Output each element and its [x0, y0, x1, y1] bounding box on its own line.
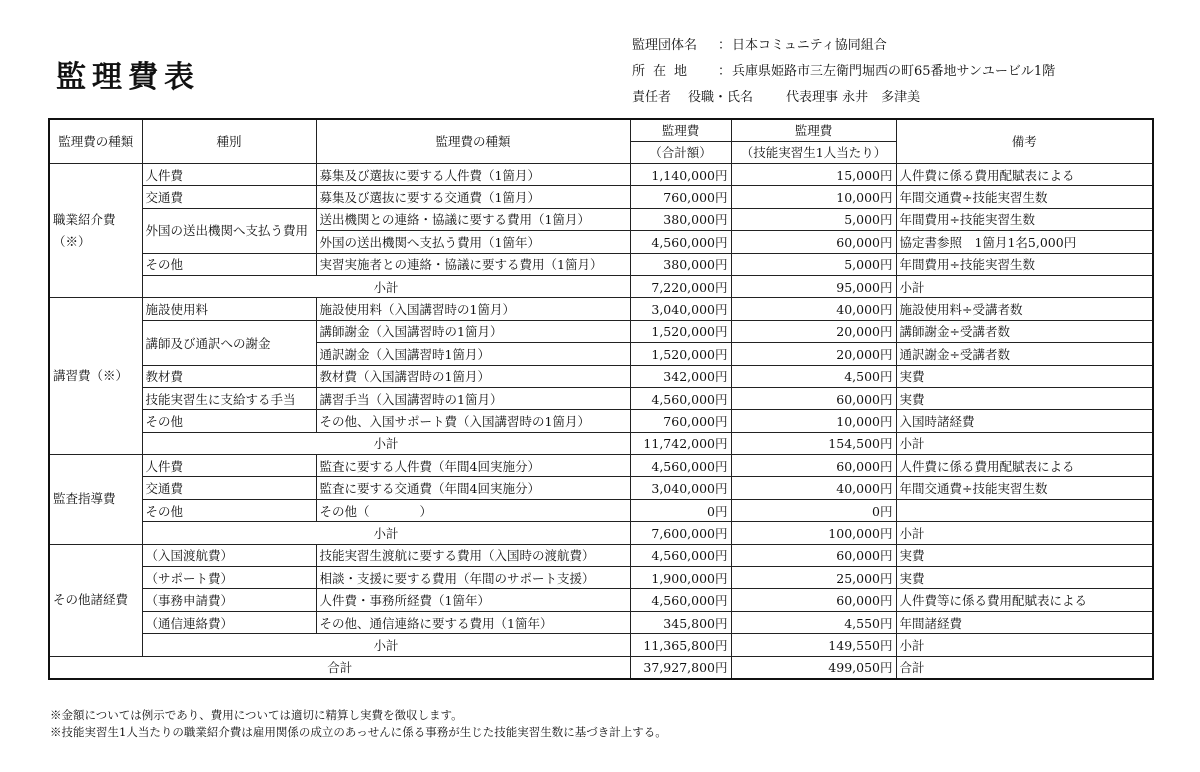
type-cell: その他 [142, 499, 316, 521]
total-cell: 760,000円 [630, 186, 731, 208]
per-cell: 60,000円 [731, 455, 896, 477]
kind-cell: 送出機関との連絡・協議に要する費用（1箇月） [316, 208, 630, 230]
type-cell: 外国の送出機関へ支払う費用 [142, 208, 316, 253]
table-row [49, 567, 1153, 589]
total-cell: 380,000円 [630, 253, 731, 275]
total-cell: 4,560,000円 [630, 231, 731, 253]
table-row [49, 320, 1153, 342]
header-per-person: 監理費 [731, 119, 896, 142]
address-label: 所在地 [632, 64, 696, 79]
note-cell: 人件費に係る費用配賦表による [896, 164, 1153, 186]
note-cell: 実費 [896, 544, 1153, 566]
note-cell: 年間諸経費 [896, 611, 1153, 633]
per-cell: 60,000円 [731, 544, 896, 566]
footnote: ※金額については例示であり、費用については適切に精算し実費を徴収します。 [50, 708, 463, 722]
table-row [49, 208, 1153, 230]
table-row [49, 455, 1153, 477]
total-cell: 1,520,000円 [630, 343, 731, 365]
table-row [49, 477, 1153, 499]
note-cell: 実費 [896, 365, 1153, 387]
total-cell: 342,000円 [630, 365, 731, 387]
responsible-role: 代表理事 [786, 90, 839, 105]
per-cell: 15,000円 [731, 164, 896, 186]
total-cell: 4,560,000円 [630, 544, 731, 566]
note-cell: 年間費用÷技能実習生数 [896, 253, 1153, 275]
subtotal-row [49, 634, 1153, 656]
total-cell: 3,040,000円 [630, 298, 731, 320]
total-cell: 4,560,000円 [630, 387, 731, 409]
type-cell: 人件費 [142, 455, 316, 477]
note-cell [896, 499, 1153, 521]
header-total-sub: （合計額） [630, 142, 731, 164]
kind-cell: 募集及び選抜に要する交通費（1箇月） [316, 186, 630, 208]
kind-cell: 実習実施者との連絡・協議に要する費用（1箇月） [316, 253, 630, 275]
per-cell: 60,000円 [731, 231, 896, 253]
type-cell: 交通費 [142, 477, 316, 499]
note-cell: 入国時諸経費 [896, 410, 1153, 432]
per-cell: 40,000円 [731, 477, 896, 499]
subtotal-note: 小計 [896, 432, 1153, 454]
type-cell: 技能実習生に支給する手当 [142, 387, 316, 409]
note-cell: 通訳謝金÷受講者数 [896, 343, 1153, 365]
responsible-name: 永井 多津美 [842, 90, 921, 105]
table-row [49, 387, 1153, 409]
kind-cell: その他（ ） [316, 499, 630, 521]
grand-total-total: 37,927,800円 [630, 656, 731, 679]
type-cell: （事務申請費） [142, 589, 316, 611]
note-cell: 実費 [896, 567, 1153, 589]
note-cell: 施設使用料÷受講者数 [896, 298, 1153, 320]
total-cell: 1,520,000円 [630, 320, 731, 342]
subtotal-row [49, 522, 1153, 544]
kind-cell: 通訳謝金（入国講習時1箇月） [316, 343, 630, 365]
total-cell: 0円 [630, 499, 731, 521]
subtotal-label: 小計 [142, 432, 630, 454]
grand-total-label: 合計 [49, 656, 630, 679]
note-cell: 年間交通費÷技能実習生数 [896, 186, 1153, 208]
type-cell: （サポート費） [142, 567, 316, 589]
per-cell: 4,550円 [731, 611, 896, 633]
org-name-value: 日本コミュニティ協同組合 [732, 38, 887, 53]
type-cell: その他 [142, 253, 316, 275]
total-cell: 1,900,000円 [630, 567, 731, 589]
per-cell: 40,000円 [731, 298, 896, 320]
header-note: 備考 [896, 119, 1153, 164]
subtotal-label: 小計 [142, 634, 630, 656]
kind-cell: 相談・支援に要する費用（年間のサポート支援） [316, 567, 630, 589]
subtotal-label: 小計 [142, 522, 630, 544]
per-cell: 10,000円 [731, 186, 896, 208]
type-cell: （入国渡航費） [142, 544, 316, 566]
org-name-label: 監理団体名 [632, 38, 698, 53]
per-cell: 60,000円 [731, 589, 896, 611]
grand-total-per: 499,050円 [731, 656, 896, 679]
footnotes [50, 707, 667, 741]
subtotal-per: 95,000円 [731, 275, 896, 297]
type-cell: 交通費 [142, 186, 316, 208]
header-type: 種別 [142, 119, 316, 164]
kind-cell: その他、入国サポート費（入国講習時の1箇月） [316, 410, 630, 432]
table-row [49, 253, 1153, 275]
category-cell: 講習費（※） [49, 298, 142, 455]
kind-cell: 監査に要する交通費（年間4回実施分） [316, 477, 630, 499]
kind-cell: 監査に要する人件費（年間4回実施分） [316, 455, 630, 477]
note-cell: 講師謝金÷受講者数 [896, 320, 1153, 342]
note-cell: 人件費等に係る費用配賦表による [896, 589, 1153, 611]
header-total: 監理費 [630, 119, 731, 142]
fee-table [48, 118, 1154, 680]
kind-cell: 講師謝金（入国講習時の1箇月） [316, 320, 630, 342]
total-cell: 345,800円 [630, 611, 731, 633]
type-cell: 講師及び通訳への謝金 [142, 320, 316, 365]
total-cell: 3,040,000円 [630, 477, 731, 499]
table-row [49, 611, 1153, 633]
table-header-row [49, 119, 1153, 142]
header-kind: 監理費の種類 [316, 119, 630, 164]
table-row [49, 186, 1153, 208]
kind-cell: 募集及び選抜に要する人件費（1箇月） [316, 164, 630, 186]
header-per-person-sub: （技能実習生1人当たり） [731, 142, 896, 164]
subtotal-note: 小計 [896, 634, 1153, 656]
responsible-row [632, 85, 1055, 111]
total-cell: 4,560,000円 [630, 589, 731, 611]
note-cell: 人件費に係る費用配賦表による [896, 455, 1153, 477]
type-cell: （通信連絡費） [142, 611, 316, 633]
subtotal-total: 7,220,000円 [630, 275, 731, 297]
type-cell: 教材費 [142, 365, 316, 387]
category-cell: 監査指導費 [49, 455, 142, 545]
per-cell: 5,000円 [731, 208, 896, 230]
kind-cell: 教材費（入国講習時の1箇月） [316, 365, 630, 387]
note-cell: 年間費用÷技能実習生数 [896, 208, 1153, 230]
kind-cell: 技能実習生渡航に要する費用（入国時の渡航費） [316, 544, 630, 566]
per-cell: 10,000円 [731, 410, 896, 432]
subtotal-per: 100,000円 [731, 522, 896, 544]
per-cell: 0円 [731, 499, 896, 521]
responsible-role-label: 役職・氏名 [688, 90, 754, 105]
org-name-row: 監理団体名 ：日本コミュニティ協同組合 [632, 33, 1055, 59]
footnote: ※技能実習生1人当たりの職業紹介費は雇用関係の成立のあっせんに係る事務が生じた技能実習生数に基づき計上する。 [50, 725, 667, 739]
subtotal-row [49, 432, 1153, 454]
table-row [49, 164, 1153, 186]
kind-cell: 施設使用料（入国講習時の1箇月） [316, 298, 630, 320]
grand-total-row [49, 656, 1153, 679]
category-cell: 職業紹介費 （※） [49, 164, 142, 298]
address-row: 所在地 ：兵庫県姫路市三左衛門堀西の町65番地サンユービル1階 [632, 59, 1055, 85]
subtotal-note: 小計 [896, 275, 1153, 297]
note-cell: 年間交通費÷技能実習生数 [896, 477, 1153, 499]
table-row [49, 410, 1153, 432]
per-cell: 5,000円 [731, 253, 896, 275]
header-category: 監理費の種類 [49, 119, 142, 164]
per-cell: 20,000円 [731, 343, 896, 365]
kind-cell: 講習手当（入国講習時の1箇月） [316, 387, 630, 409]
subtotal-row [49, 275, 1153, 297]
note-cell: 協定書参照 1箇月1名5,000円 [896, 231, 1153, 253]
type-cell: 施設使用料 [142, 298, 316, 320]
table-row [49, 544, 1153, 566]
table-row [49, 365, 1153, 387]
total-cell: 760,000円 [630, 410, 731, 432]
type-cell: その他 [142, 410, 316, 432]
per-cell: 20,000円 [731, 320, 896, 342]
organization-info [632, 33, 1055, 111]
per-cell: 60,000円 [731, 387, 896, 409]
grand-total-note: 合計 [896, 656, 1153, 679]
note-cell: 実費 [896, 387, 1153, 409]
subtotal-total: 11,365,800円 [630, 634, 731, 656]
total-cell: 380,000円 [630, 208, 731, 230]
per-cell: 4,500円 [731, 365, 896, 387]
subtotal-label: 小計 [142, 275, 630, 297]
address-value: 兵庫県姫路市三左衛門堀西の町65番地サンユービル1階 [732, 64, 1056, 79]
subtotal-per: 154,500円 [731, 432, 896, 454]
kind-cell: 人件費・事務所経費（1箇年） [316, 589, 630, 611]
total-cell: 1,140,000円 [630, 164, 731, 186]
table-row [49, 499, 1153, 521]
type-cell: 人件費 [142, 164, 316, 186]
category-cell: その他諸経費 [49, 544, 142, 656]
page-title: 監理費表 [56, 60, 200, 95]
subtotal-total: 7,600,000円 [630, 522, 731, 544]
subtotal-note: 小計 [896, 522, 1153, 544]
per-cell: 25,000円 [731, 567, 896, 589]
subtotal-total: 11,742,000円 [630, 432, 731, 454]
kind-cell: その他、通信連絡に要する費用（1箇年） [316, 611, 630, 633]
responsible-label: 責任者 [632, 90, 672, 105]
total-cell: 4,560,000円 [630, 455, 731, 477]
table-row [49, 298, 1153, 320]
table-row [49, 589, 1153, 611]
kind-cell: 外国の送出機関へ支払う費用（1箇年） [316, 231, 630, 253]
subtotal-per: 149,550円 [731, 634, 896, 656]
